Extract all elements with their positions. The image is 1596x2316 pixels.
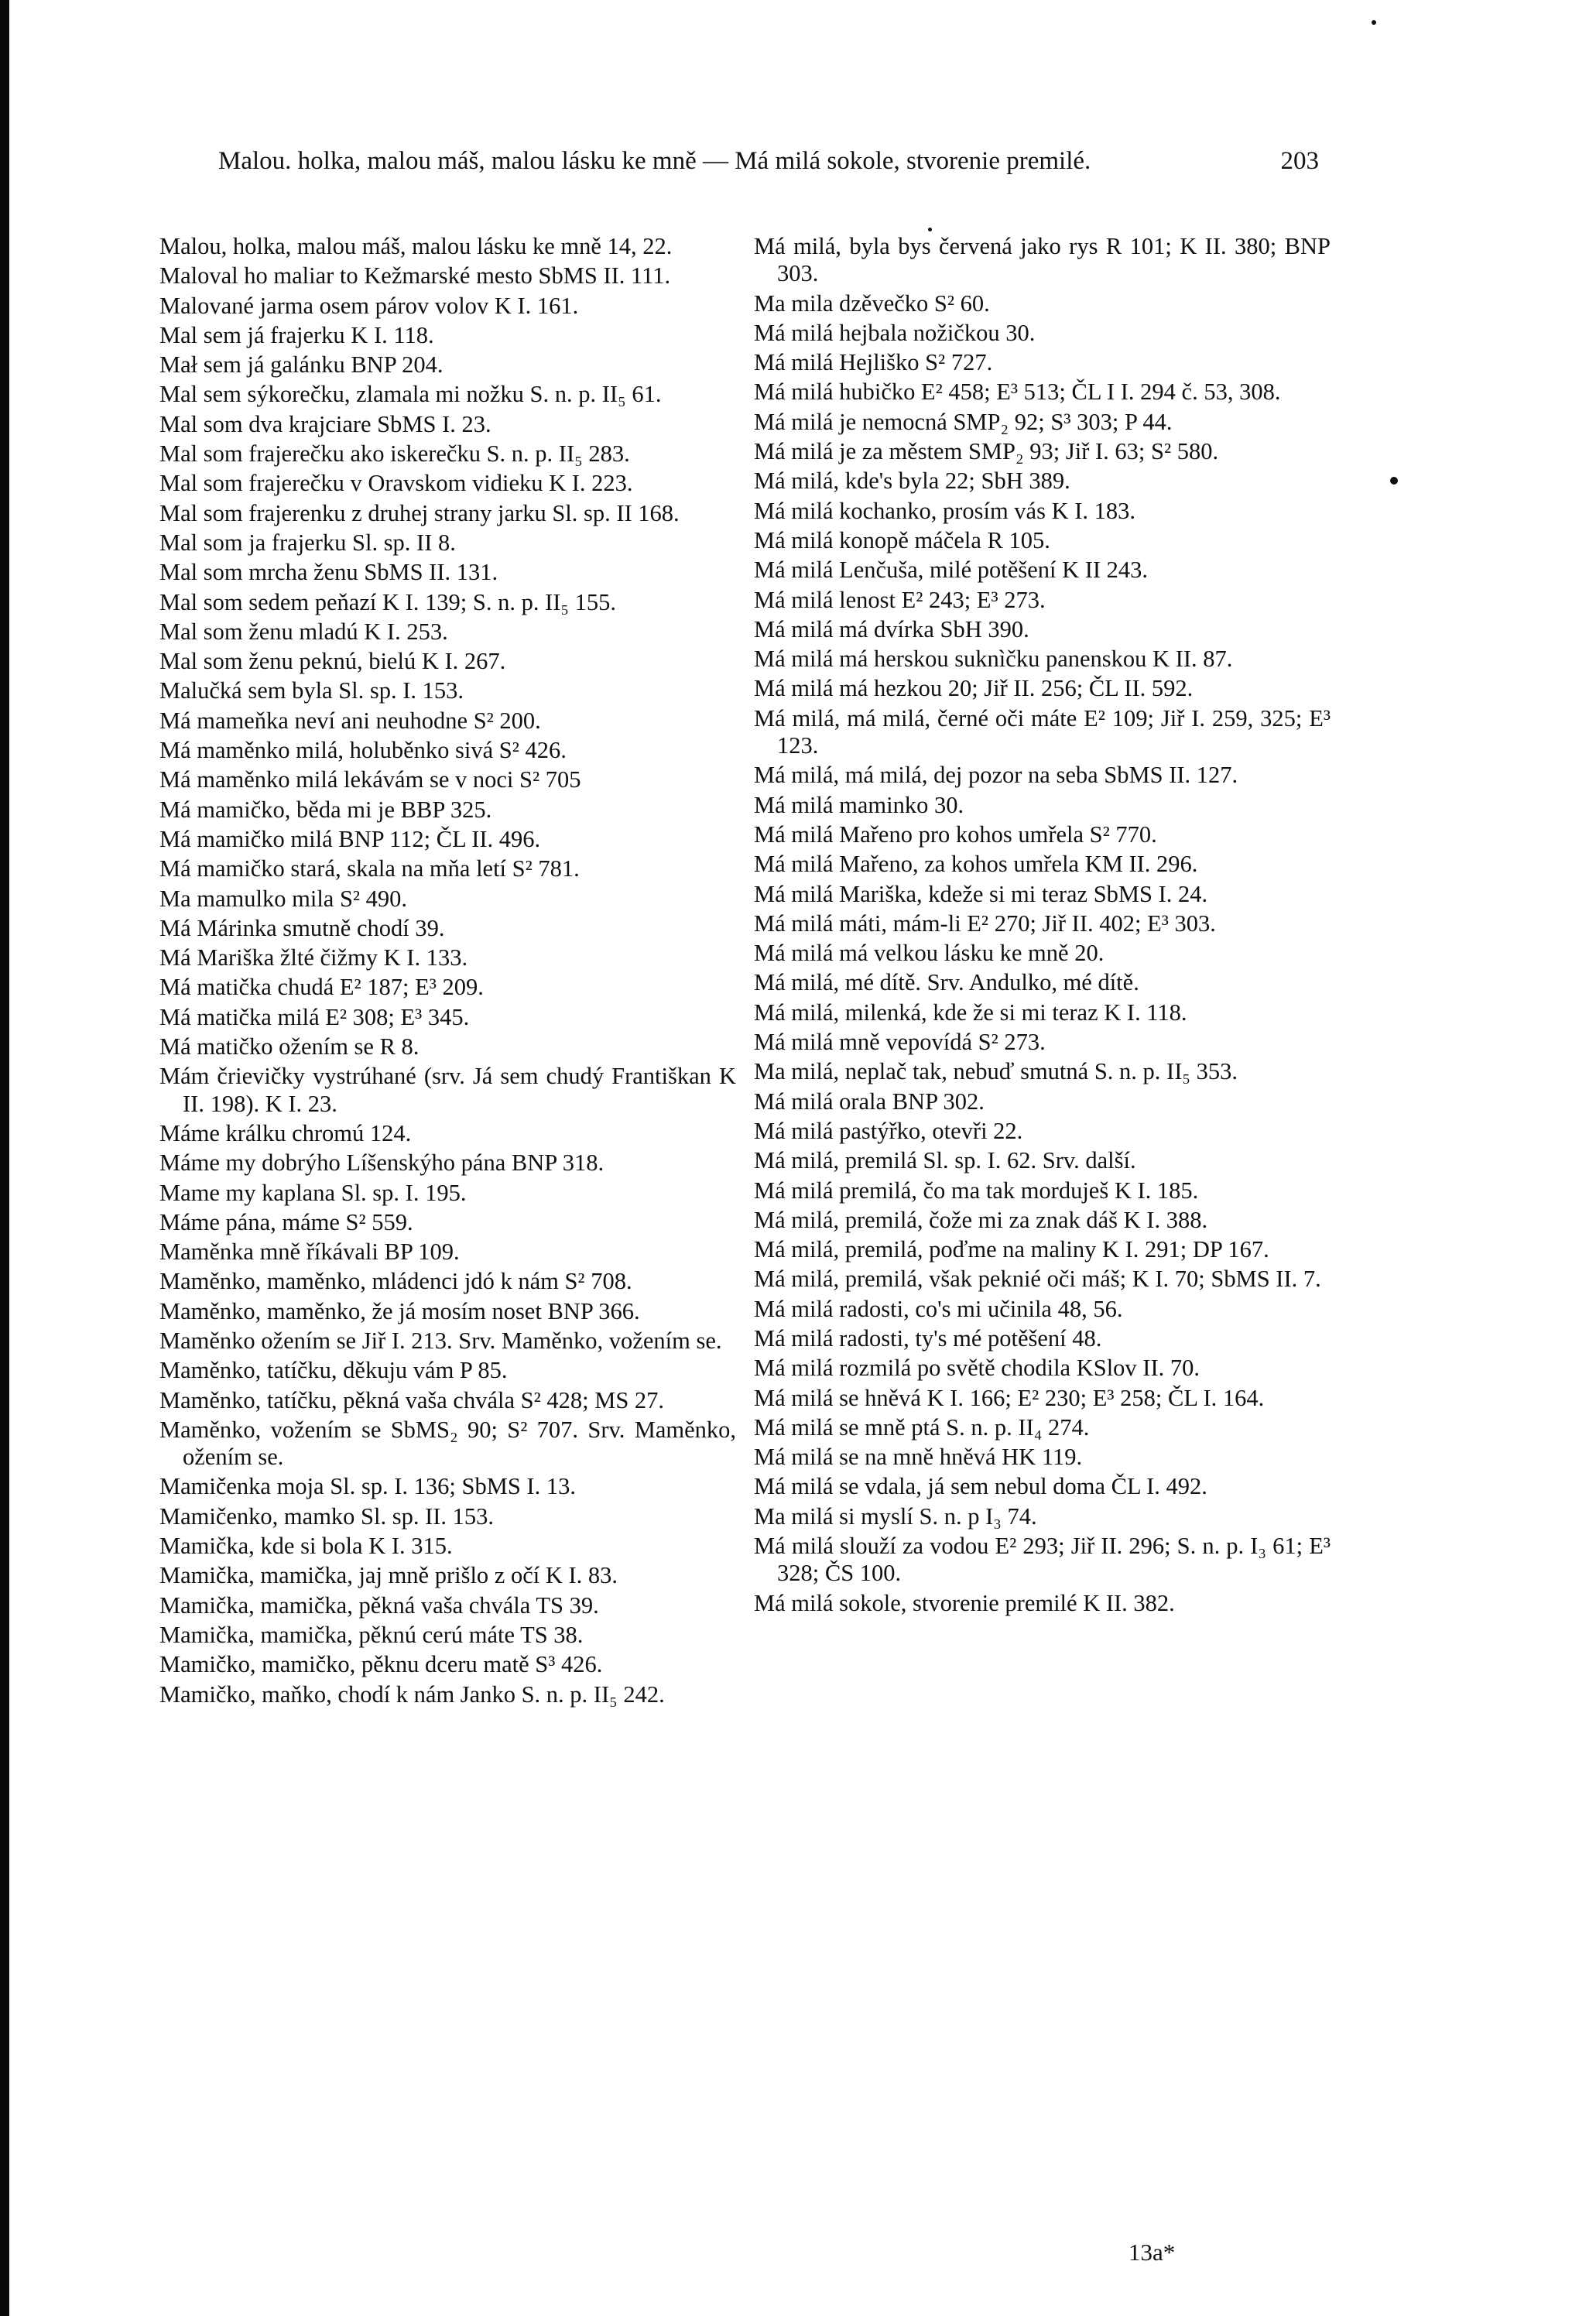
index-entry: Má maměnko milá, holuběnko sivá S² 426. xyxy=(159,737,567,764)
index-entry: Malované jarma osem párov volov K I. 161. xyxy=(159,292,579,319)
index-entry: Má milá kochanko, prosím vás K I. 183. xyxy=(754,497,1136,524)
index-entry: Má milá konopě máčela R 105. xyxy=(754,526,1050,553)
index-entry: Mal som dva krajciare SbMS I. 23. xyxy=(159,410,491,437)
index-column-right xyxy=(754,233,1331,1619)
index-entry: Má milá mně vepovídá S² 273. xyxy=(754,1029,1046,1056)
index-entry: Mamičenka moja Sl. sp. I. 136; SbMS I. 13. xyxy=(159,1473,576,1500)
scan-speck xyxy=(1372,20,1376,25)
index-entry: Ma milá si myslí S. n. p I₃ 74. xyxy=(754,1502,1037,1530)
index-entry: Mamička, mamička, jaj mně prišlo z očí K I. 83. xyxy=(159,1562,618,1589)
index-entry: Má milá má hezkou 20; Jiř II. 256; ČL II. 592. xyxy=(754,675,1194,702)
index-entry: Mal som frajerenku z druhej strany jarku Sl. sp. II 168. xyxy=(159,499,680,526)
index-entry: Mame my kaplana Sl. sp. I. 195. xyxy=(159,1179,467,1206)
page-number: 203 xyxy=(1280,147,1319,175)
book-page xyxy=(152,146,1331,2266)
index-entry: Má milá slouží za vodou E² 293; Jiř II. 296; S. n. p. I₃ 61; E³ 328; ČS 100. xyxy=(754,1533,1331,1587)
index-entry: Maměnko, tatíčku, děkuju vám P 85. xyxy=(159,1357,508,1384)
index-entry: Mal som ženu mladú K I. 253. xyxy=(159,618,448,645)
index-entry: Má maměnko milá lekávám se v noci S² 705 xyxy=(159,766,581,793)
index-entry: Má milá se vdala, já sem nebul doma ČL I. 492. xyxy=(754,1473,1207,1500)
index-entry: Má milá pastýřko, otevři 22. xyxy=(754,1117,1023,1144)
index-entry: Má milá hejbala nožičkou 30. xyxy=(754,319,1036,346)
index-entry: Maměnko, maměnko, že já mosím noset BNP 366. xyxy=(159,1297,640,1324)
index-entry: Máme králku chromú 124. xyxy=(159,1119,412,1146)
index-entry: Má milá rozmilá po světě chodila KSlov II. 70. xyxy=(754,1355,1200,1382)
index-entry: Maměnka mně říkávali BP 109. xyxy=(159,1239,460,1266)
index-entry: Má milá radosti, ty's mé potěšení 48. xyxy=(754,1324,1102,1352)
index-entry: Mal som mrcha ženu SbMS II. 131. xyxy=(159,559,498,586)
index-entry: Maměnko, tatíčku, pěkná vaša chvála S² 428; MS 27. xyxy=(159,1386,665,1413)
index-entry: Má milá, mé dítě. Srv. Andulko, mé dítě. xyxy=(754,969,1139,996)
index-entry: Mám črievičky vystrúhané (srv. Já sem chudý Františkan K II. 198). K I. 23. xyxy=(159,1063,736,1117)
index-entry: Má milá, premilá, však peknié oči máš; K I. 70; SbMS II. 7. xyxy=(754,1266,1321,1293)
index-entry: Má milá je nemocná SMP₂ 92; S³ 303; P 44. xyxy=(754,408,1173,435)
index-entry: Ma mila dzěvečko S² 60. xyxy=(754,290,990,317)
index-entry: Mamičko, mamičko, pěknu dceru matě S³ 426. xyxy=(159,1651,603,1678)
index-entry: Má milá, milenká, kde že si mi teraz K I. 118. xyxy=(754,999,1187,1026)
index-entry: Má milá lenost E² 243; E³ 273. xyxy=(754,586,1046,613)
index-entry: Maměnko ožením se Jiř I. 213. Srv. Maměnko, vožením se. xyxy=(159,1327,722,1354)
index-entry: Mal som sedem peňazí K I. 139; S. n. p. II₅ 155. xyxy=(159,588,617,615)
index-entry: Má milá se hněvá K I. 166; E² 230; E³ 258; ČL I. 164. xyxy=(754,1384,1265,1411)
index-entry: Má milá Mařeno pro kohos umřela S² 770. xyxy=(754,821,1157,848)
index-entry: Má milá je za městem SMP₂ 93; Jiř I. 63; S² 580. xyxy=(754,438,1219,465)
index-entry: Má milá má herskou suknìčku panenskou K II. 87. xyxy=(754,646,1233,673)
index-entry: Maměnko, vožením se SbMS₂ 90; S² 707. Srv. Maměnko, ožením se. xyxy=(159,1416,736,1471)
index-entry: Máme my dobrýho Líšenskýho pána BNP 318. xyxy=(159,1149,604,1177)
index-entry: Má milá Hejliško S² 727. xyxy=(754,349,993,376)
index-entry: Má mamičko, běda mi je BBP 325. xyxy=(159,796,492,823)
index-entry: Má milá, byla bys červená jako rys R 101; K II. 380; BNP 303. xyxy=(754,233,1331,287)
index-entry: Má milá máti, mám-li E² 270; Jiř II. 402; E³ 303. xyxy=(754,910,1216,937)
index-entry: Má mamičko milá BNP 112; ČL II. 496. xyxy=(159,825,541,852)
index-entry: Mal som ja frajerku Sl. sp. II 8. xyxy=(159,529,456,556)
index-entry: Má milá se na mně hněvá HK 119. xyxy=(754,1444,1083,1471)
index-entry: Má matička chudá E² 187; E³ 209. xyxy=(159,974,484,1001)
index-entry: Má Márinka smutně chodí 39. xyxy=(159,914,445,941)
index-entry: Má matička milá E² 308; E³ 345. xyxy=(159,1003,470,1030)
index-entry: Má milá, má milá, černé oči máte E² 109; Jiř I. 259, 325; E³ 123. xyxy=(754,704,1331,759)
running-title: Malou. holka, malou máš, malou lásku ke mně — Má milá sokole, stvorenie premilé. xyxy=(218,147,1091,175)
index-entry: Máme pána, máme S² 559. xyxy=(159,1208,413,1235)
index-entry: Malou, holka, malou máš, malou lásku ke mně 14, 22. xyxy=(159,233,673,259)
index-entry: Má milá premilá, čo ma tak morduješ K I. 185. xyxy=(754,1177,1199,1204)
index-entry: Má mameňka neví ani neuhodne S² 200. xyxy=(159,707,541,734)
index-entry: Mał sem já galánku BNP 204. xyxy=(159,351,444,379)
index-entry: Mal som ženu peknú, bielú K I. 267. xyxy=(159,648,506,675)
index-entry: Má mamičko stará, skala na mňa letí S² 781. xyxy=(159,855,580,882)
index-entry: Má milá Mariška, kdeže si mi teraz SbMS I. 24. xyxy=(754,880,1208,907)
scan-edge-shadow xyxy=(0,0,9,2316)
index-entry: Maměnko, maměnko, mládenci jdó k nám S² 708. xyxy=(159,1268,632,1295)
index-entry: Má milá orala BNP 302. xyxy=(754,1088,985,1115)
index-entry: Mamička, mamička, pěknú cerú máte TS 38. xyxy=(159,1621,584,1648)
index-entry: Maloval ho maliar to Kežmarské mesto SbMS II. 111. xyxy=(159,262,671,290)
index-entry: Mal som frajerečku v Oravskom vidieku K I. 223. xyxy=(159,470,633,497)
index-entry: Má milá, má milá, dej pozor na seba SbMS II. 127. xyxy=(754,762,1238,789)
index-entry: Má milá, premilá, čože mi za znak dáš K I. 388. xyxy=(754,1206,1208,1233)
index-entry: Má milá se mně ptá S. n. p. II₄ 274. xyxy=(754,1413,1090,1441)
index-entry: Mal sem sýkorečku, zlamala mi nožku S. n. p. II₅ 61. xyxy=(159,381,662,408)
index-entry: Má milá má velkou lásku ke mně 20. xyxy=(754,940,1105,967)
index-entry: Má milá Mařeno, za kohos umřela KM II. 296. xyxy=(754,851,1198,878)
index-entry: Má milá hubičko E² 458; E³ 513; ČL I I. 294 č. 53, 308. xyxy=(754,379,1281,406)
index-entry: Mal sem já frajerku K I. 118. xyxy=(159,321,434,348)
scan-speck xyxy=(1390,477,1398,485)
index-entry: Mamičenko, mamko Sl. sp. II. 153. xyxy=(159,1502,495,1530)
index-entry: Malučká sem byla Sl. sp. I. 153. xyxy=(159,677,464,704)
index-entry: Má milá, kde's byla 22; SbH 389. xyxy=(754,468,1070,495)
index-entry: Má milá sokole, stvorenie premilé K II. 382. xyxy=(754,1589,1175,1616)
index-entry: Má milá Lenčuša, milé potěšení K II 243. xyxy=(754,557,1149,584)
index-entry: Mal som frajerečku ako iskerečku S. n. p. II₅ 283. xyxy=(159,440,630,468)
index-entry: Ma mamulko mila S² 490. xyxy=(159,885,408,912)
index-entry: Ma milá, neplač tak, nebuď smutná S. n. p. II₅ 353. xyxy=(754,1058,1238,1085)
index-entry: Má milá má dvírka SbH 390. xyxy=(754,615,1029,642)
index-column-left xyxy=(159,233,736,1711)
index-entry: Má milá radosti, co's mi učinila 48, 56. xyxy=(754,1295,1123,1322)
index-entry: Má milá, premilá, poďme na maliny K I. 291; DP 167. xyxy=(754,1236,1269,1263)
index-entry: Má milá, premilá Sl. sp. I. 62. Srv. další. xyxy=(754,1147,1136,1174)
index-entry: Má Mariška žlté čižmy K I. 133. xyxy=(159,944,468,971)
index-entry: Mamičko, maňko, chodí k nám Janko S. n. p. II₅ 242. xyxy=(159,1680,665,1708)
printer-signature: 13a* xyxy=(1129,2239,1176,2266)
index-entry: Má matičko ožením se R 8. xyxy=(159,1033,420,1060)
index-entry: Mamička, kde si bola K I. 315. xyxy=(159,1533,453,1560)
index-entry: Mamička, mamička, pěkná vaša chvála TS 39. xyxy=(159,1591,599,1619)
index-entry: Má milá maminko 30. xyxy=(754,791,964,818)
